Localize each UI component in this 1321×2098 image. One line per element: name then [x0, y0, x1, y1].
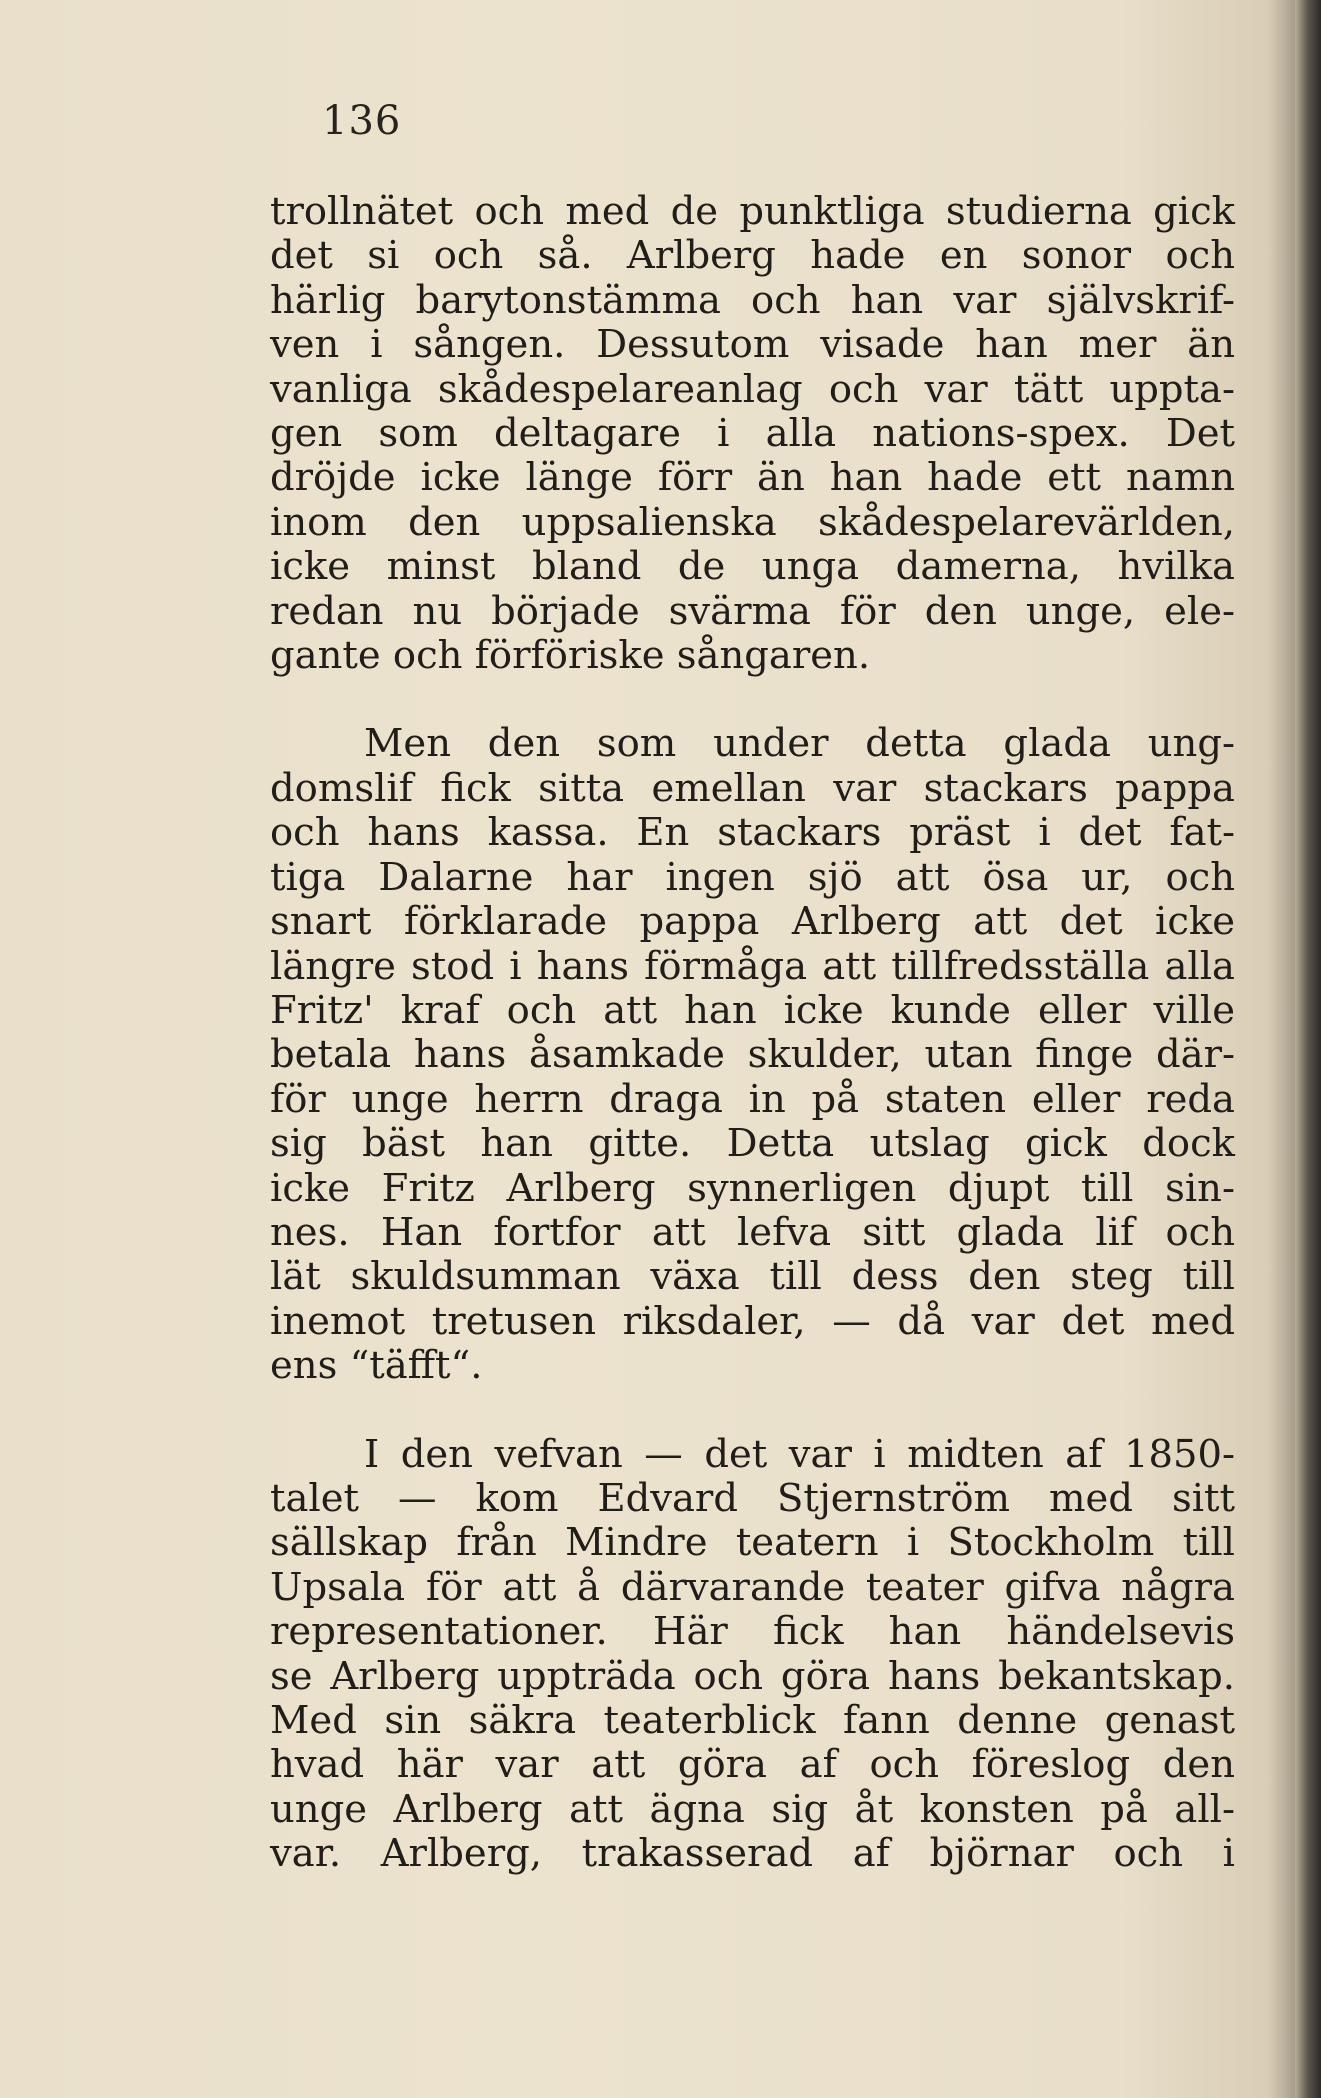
- text-line: icke Fritz Arlberg synnerligen djupt till sin-: [270, 1165, 1235, 1211]
- text-line: redan nu började svärma för den unge, ele-: [270, 588, 1235, 634]
- text-line: hvad här var att göra af och föreslog den: [270, 1742, 1235, 1788]
- text-line: härlig barytonstämma och han var självskrif-: [270, 277, 1235, 323]
- text-line: nes. Han fortfor att lefva sitt glada lif och: [270, 1209, 1235, 1255]
- text-line: snart förklarade pappa Arlberg att det icke: [270, 899, 1235, 945]
- page-number: 136: [322, 98, 402, 144]
- text-line: längre stod i hans förmåga att tillfredsställa alla: [270, 943, 1235, 989]
- text-line: tiga Dalarne har ingen sjö att ösa ur, och: [270, 854, 1235, 900]
- text-line: dröjde icke länge förr än han hade ett namn: [270, 455, 1235, 501]
- text-line: lät skuldsumman växa till dess den steg till: [270, 1254, 1235, 1300]
- text-line: trollnätet och med de punktliga studierna gick: [270, 189, 1235, 234]
- text-line: Upsala för att å därvarande teater gifva några: [270, 1564, 1235, 1610]
- text-line: ven i sången. Dessutom visade han mer än: [270, 322, 1235, 368]
- text-line: inemot tretusen riksdaler, — då var det med: [270, 1298, 1235, 1344]
- text-line: domslif fick sitta emellan var stackars pappa: [270, 765, 1235, 811]
- text-line: talet — kom Edvard Stjernström med sitt: [270, 1475, 1235, 1521]
- text-line: betala hans åsamkade skulder, utan finge där-: [270, 1032, 1235, 1078]
- text-line: I den vefvan — det var i midten af 1850-: [364, 1431, 1235, 1477]
- text-line: Men den som under detta glada ung-: [364, 721, 1235, 767]
- text-line: det si och så. Arlberg hade en sonor och: [270, 233, 1235, 279]
- text-line: var. Arlberg, trakasserad af björnar och i: [270, 1831, 1235, 1877]
- text-line: sällskap från Mindre teatern i Stockholm till: [270, 1520, 1235, 1566]
- text-line: Fritz' kraf och att han icke kunde eller ville: [270, 987, 1235, 1033]
- body-text: [270, 190, 1235, 1877]
- text-line: och hans kassa. En stackars präst i det fat-: [270, 810, 1235, 856]
- text-line: unge Arlberg att ägna sig åt konsten på all-: [270, 1786, 1235, 1832]
- text-line: Med sin säkra teaterblick fann denne genast: [270, 1698, 1235, 1743]
- text-line: inom den uppsalienska skådespelarevärlden,: [270, 499, 1235, 545]
- text-line: vanliga skådespelareanlag och var tätt uppta-: [270, 366, 1235, 412]
- text-line: gen som deltagare i alla nations-spex. Det: [270, 411, 1235, 457]
- text-line: representationer. Här fick han händelsevis: [270, 1609, 1235, 1655]
- text-line: gante och förföriske sångaren.: [270, 633, 871, 679]
- paragraph-3: [270, 1433, 1235, 1877]
- text-line: se Arlberg uppträda och göra hans bekantskap.: [270, 1653, 1235, 1699]
- text-line: ens “täfft“.: [270, 1343, 483, 1389]
- paragraph-1: [270, 190, 1235, 678]
- paragraph-2: [270, 722, 1235, 1388]
- text-line: icke minst bland de unga damerna, hvilka: [270, 544, 1235, 590]
- text-line: sig bäst han gitte. Detta utslag gick dock: [270, 1121, 1235, 1167]
- page-edge-shadow: [1295, 0, 1321, 2098]
- text-line: för unge herrn draga in på staten eller reda: [270, 1076, 1235, 1122]
